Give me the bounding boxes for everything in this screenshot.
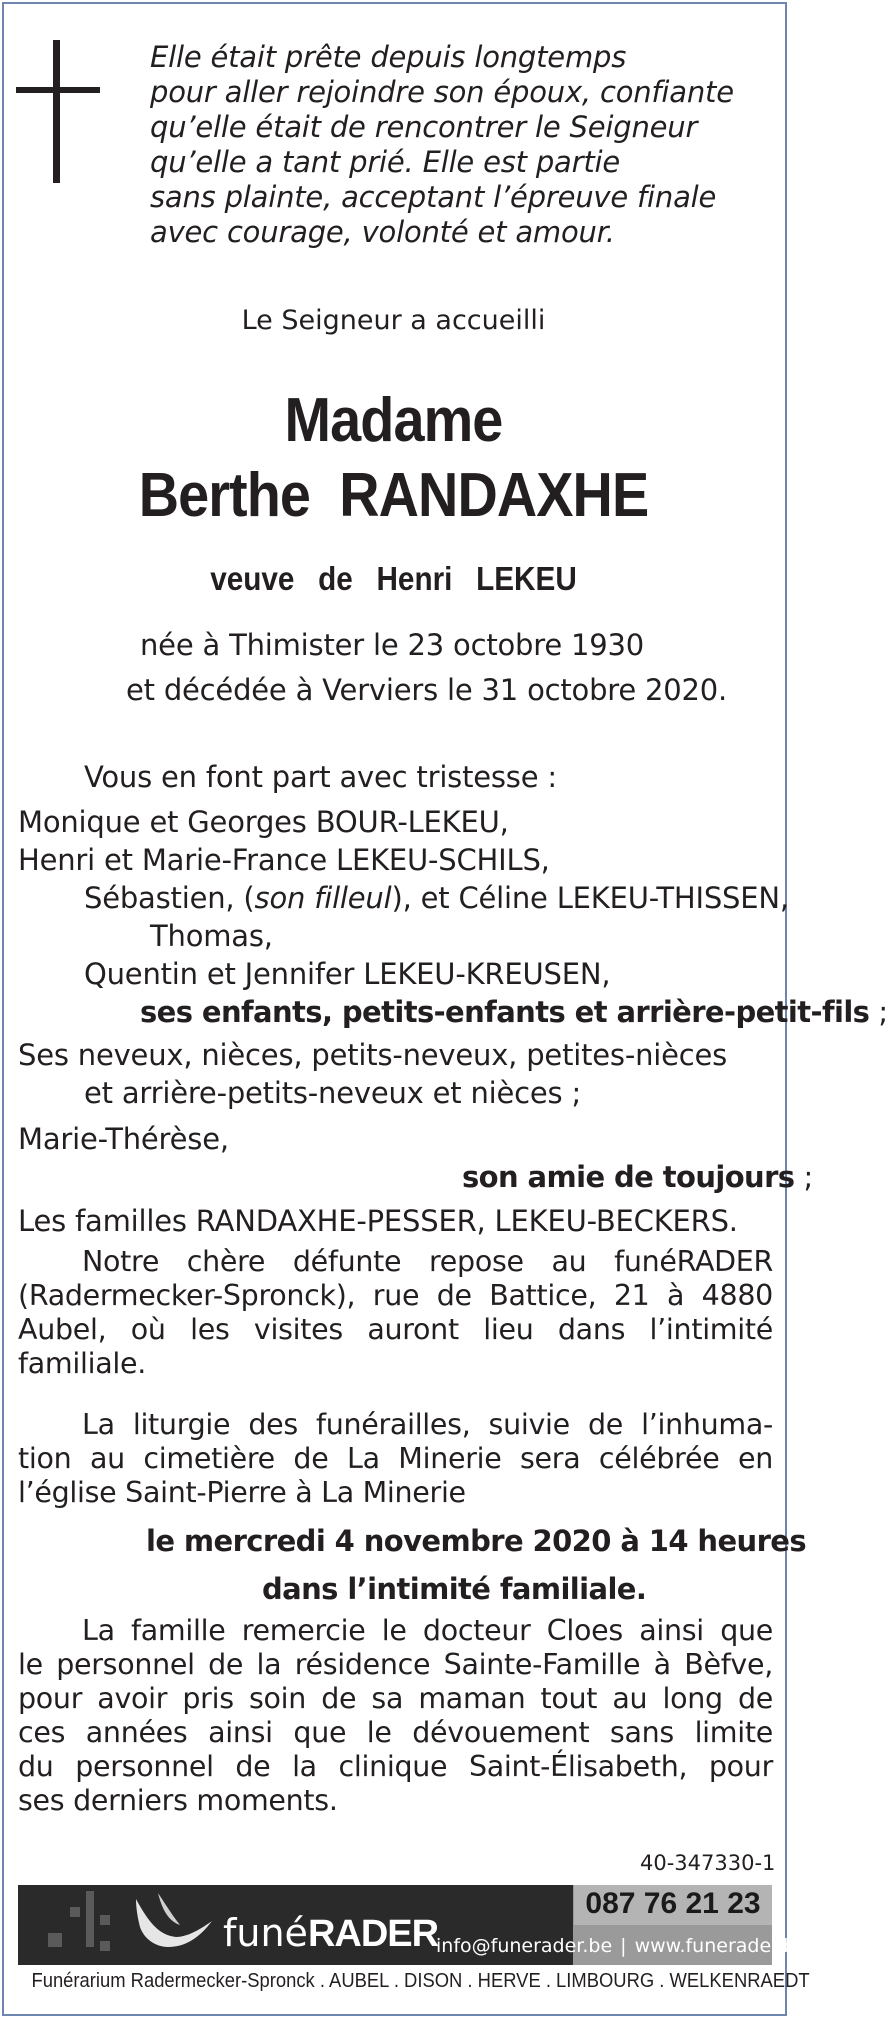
family-relation: son amie de toujours ; <box>462 1160 814 1194</box>
poem-line: qu’elle a tant prié. Elle est partie <box>150 145 620 179</box>
reference-number: 40-347330-1 <box>640 1851 776 1875</box>
repose-paragraph: Notre chère défunte repose au funéRADER (Radermecker-Spronck), rue de Battice, 21 à 4880 Aubel, où les visites auront lieu dans l’intimité familiale. <box>18 1245 773 1380</box>
contact-line: info@funerader.be | www.funerader.be <box>436 1935 808 1957</box>
family-intro: Vous en font part avec tristesse : <box>84 760 557 794</box>
title: Madame <box>284 386 503 455</box>
family-line: Thomas, <box>150 919 273 953</box>
deceased-name: Berthe RANDAXHE <box>138 461 649 530</box>
intro-text: Le Seigneur a accueilli <box>241 305 546 336</box>
family-line: Ses neveux, nièces, petits-neveux, petites-nièces <box>18 1038 728 1072</box>
dove-logo-icon <box>128 1891 218 1953</box>
funeral-privacy: dans l’intimité familiale. <box>262 1572 647 1606</box>
birth-line: née à Thimister le 23 octobre 1930 <box>140 628 644 662</box>
footer-locations: Funérarium Radermecker-Spronck . AUBEL . DISON . HERVE . LIMBOURG . WELKENRAEDT <box>31 1970 810 1992</box>
widow-of: veuve de Henri LEKEU <box>210 560 577 597</box>
phone-number: 087 76 21 23 <box>585 1887 761 1920</box>
poem <box>150 40 760 250</box>
family-line: Henri et Marie-France LEKEU-SCHILS, <box>18 843 550 877</box>
family-line: Sébastien, (son filleul), et Céline LEKEU-THISSEN, <box>84 881 789 915</box>
website-link[interactable]: www.funerader.be <box>634 1935 808 1957</box>
email-link[interactable]: info@funerader.be <box>436 1935 613 1957</box>
poem-line: qu’elle était de rencontrer le Seigneur <box>150 110 698 144</box>
family-line: Monique et Georges BOUR-LEKEU, <box>18 805 509 839</box>
poem-line: avec courage, volonté et amour. <box>150 215 615 249</box>
poem-line: Elle était prête depuis longtemps <box>150 40 627 74</box>
family-relation: ses enfants, petits-enfants et arrière-petit-fils ; <box>140 995 888 1029</box>
poem-line: sans plainte, acceptant l’épreuve finale <box>150 180 717 214</box>
funeral-home-banner <box>18 1885 808 1965</box>
family-line: Quentin et Jennifer LEKEU-KREUSEN, <box>84 957 611 991</box>
death-line: et décédée à Verviers le 31 octobre 2020. <box>126 673 728 707</box>
thanks-paragraph: La famille remercie le docteur Cloes ainsi que le personnel de la résidence Sainte-Famille à Bèfve, pour avoir pris soin de sa maman tout au long de ces années ainsi que le dévouement sans limite du personnel de la clinique Saint-Élisabeth, pour ses derniers moments. <box>18 1614 773 1817</box>
family-line: Marie-Thérèse, <box>18 1122 229 1156</box>
family-line: et arrière-petits-neveux et nièces ; <box>84 1076 582 1110</box>
funeral-date: le mercredi 4 novembre 2020 à 14 heures <box>146 1524 807 1558</box>
poem-line: pour aller rejoindre son époux, confiante <box>150 75 734 109</box>
liturgy-paragraph: La liturgie des funérailles, suivie de l’inhuma- tion au cimetière de La Minerie sera célébrée en l’église Saint-Pierre à La Minerie <box>18 1408 773 1509</box>
phone-box <box>574 1885 772 1925</box>
family-line: Les familles RANDAXHE-PESSER, LEKEU-BECKERS. <box>18 1204 738 1238</box>
godson-note: son filleul <box>254 881 392 915</box>
brand-logo: funéRADER <box>223 1911 439 1955</box>
